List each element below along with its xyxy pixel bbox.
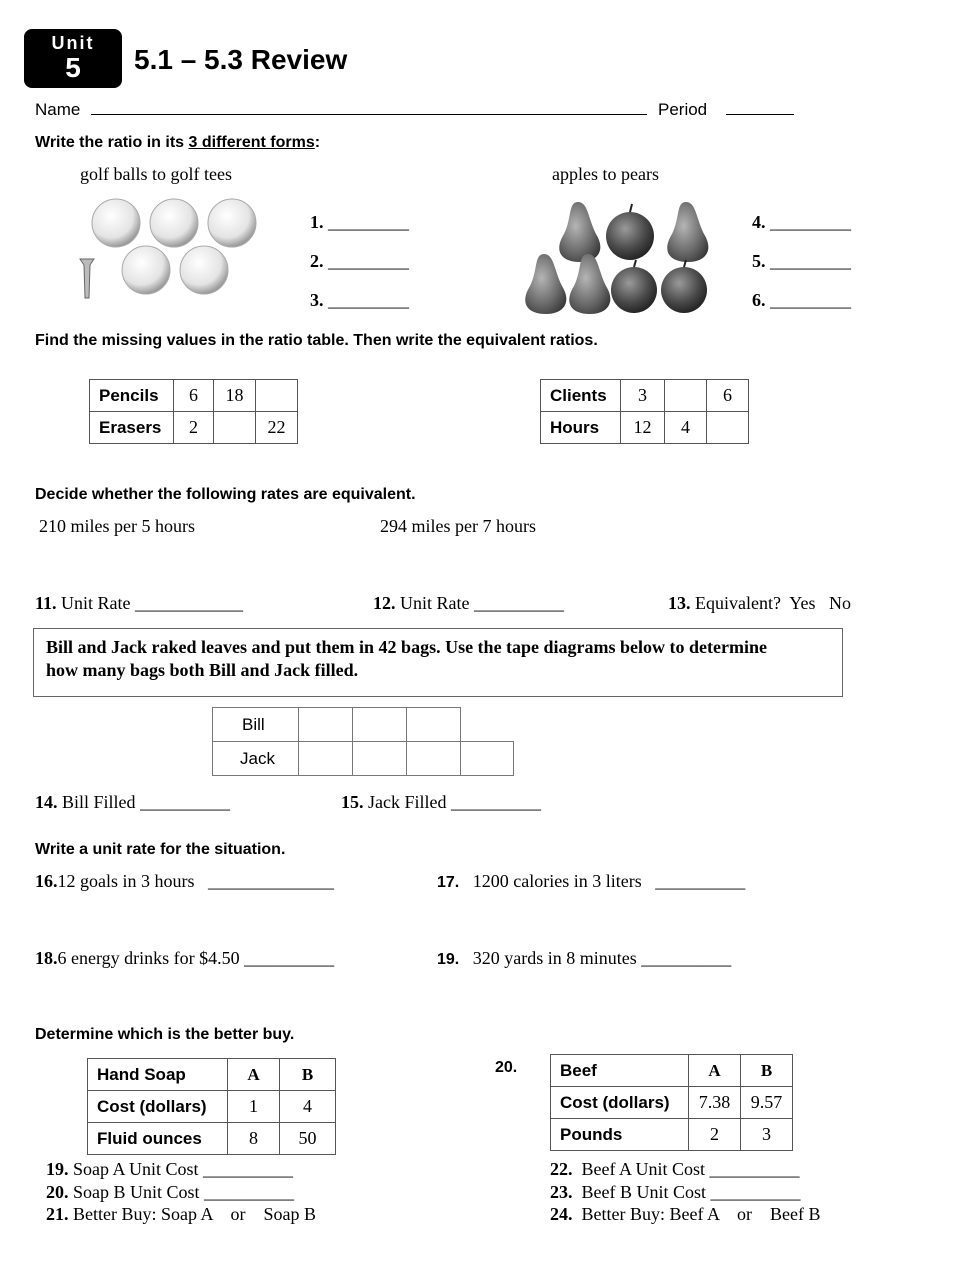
answer-blank: _________ <box>328 251 409 271</box>
question-18[interactable] <box>35 948 334 969</box>
answer-blank: _________ <box>770 290 851 310</box>
beef-question[interactable] <box>550 1181 820 1204</box>
jack-tape-unit <box>406 741 461 776</box>
question-number: 16. <box>35 871 58 891</box>
row-label: Pencils <box>90 380 174 412</box>
apples-pears-image <box>516 196 716 316</box>
apple <box>661 260 707 313</box>
table-cell: 3 <box>741 1119 793 1151</box>
unit-badge <box>24 29 122 88</box>
answer-blank: _________ <box>328 212 409 232</box>
question-16[interactable] <box>35 871 334 892</box>
soap-question[interactable] <box>46 1181 316 1204</box>
apple <box>611 260 657 313</box>
question-text: Soap B Unit Cost __________ <box>73 1181 295 1202</box>
question-15[interactable] <box>341 792 541 813</box>
question-number: 23. <box>550 1181 573 1202</box>
question-12[interactable] <box>373 593 564 614</box>
row-label: Cost (dollars) <box>88 1091 228 1123</box>
ratio-answers-right <box>752 203 851 320</box>
table-cell: 2 <box>689 1119 741 1151</box>
beef-table <box>550 1054 793 1151</box>
table-cell: 50 <box>280 1123 336 1155</box>
table-cell: 9.57 <box>741 1087 793 1119</box>
ratio-answers-left <box>310 203 409 320</box>
period-line <box>658 100 794 120</box>
answer-number: 1. <box>310 212 324 232</box>
table-row <box>551 1119 793 1151</box>
question-number: 24. <box>550 1204 573 1224</box>
golf-ball <box>208 199 256 247</box>
answer-number: 2. <box>310 251 324 271</box>
table-header-row <box>88 1059 336 1091</box>
page-title: 5.1 – 5.3 Review <box>134 44 348 75</box>
question-text: 12 goals in 3 hours ______________ <box>57 871 334 891</box>
question-17[interactable] <box>437 871 745 892</box>
better-buy-instruction: Determine which is the better buy. <box>35 1026 295 1043</box>
answer-blank: _________ <box>770 251 851 271</box>
question-text: Better Buy: Beef A or Beef B <box>581 1204 821 1224</box>
question-number: 12. <box>373 593 396 613</box>
answer-number: 5. <box>752 251 766 271</box>
pear <box>667 202 708 262</box>
question-number: 20. <box>46 1181 69 1202</box>
table-header: B <box>741 1055 793 1087</box>
question-text: Equivalent? Yes No <box>695 593 851 613</box>
ratio-answer-2[interactable] <box>310 242 409 281</box>
soap-questions <box>46 1158 316 1226</box>
instruction-underlined: 3 different forms <box>188 134 315 151</box>
rate-a: 210 miles per 5 hours <box>39 516 195 536</box>
ratio-table-instruction: Find the missing values in the ratio table. Then write the equivalent ratios. <box>35 332 598 349</box>
apples-caption: apples to pears <box>552 164 659 184</box>
table-header: A <box>228 1059 280 1091</box>
soap-question[interactable] <box>46 1158 316 1181</box>
table-header-row <box>551 1055 793 1087</box>
question-text: Unit Rate __________ <box>400 593 564 613</box>
question-number: 14. <box>35 792 58 812</box>
table-cell: 7.38 <box>689 1087 741 1119</box>
row-label: Clients <box>541 380 621 412</box>
beef-question-number: 20. <box>495 1059 518 1076</box>
table-cell-blank[interactable] <box>665 380 707 412</box>
golf-ball <box>180 246 228 294</box>
row-label: Cost (dollars) <box>551 1087 689 1119</box>
table-row <box>551 1087 793 1119</box>
golf-ball <box>92 199 140 247</box>
name-label: Name <box>35 100 81 119</box>
table-cell: 6 <box>707 380 749 412</box>
ratio-answer-4[interactable] <box>752 203 851 242</box>
question-text: Beef B Unit Cost __________ <box>581 1181 801 1202</box>
ratio-answer-3[interactable] <box>310 281 409 320</box>
table-cell: 4 <box>280 1091 336 1123</box>
beef-question[interactable] <box>550 1203 820 1226</box>
table-cell: 3 <box>621 380 665 412</box>
row-label: Pounds <box>551 1119 689 1151</box>
table-cell: 22 <box>256 412 298 444</box>
problem-line-2: how many bags both Bill and Jack filled. <box>46 660 359 680</box>
ratio-answer-6[interactable] <box>752 281 851 320</box>
rate-b: 294 miles per 7 hours <box>380 516 536 536</box>
table-cell: 12 <box>621 412 665 444</box>
name-line <box>35 100 647 120</box>
answer-blank: _________ <box>328 290 409 310</box>
row-label: Fluid ounces <box>88 1123 228 1155</box>
apple <box>606 204 654 260</box>
bill-tape-unit <box>298 707 353 742</box>
clients-hours-table <box>540 379 749 444</box>
unit-label: Unit <box>51 33 95 53</box>
golf-balls-image <box>76 195 266 305</box>
beef-question[interactable] <box>550 1158 820 1181</box>
pencils-erasers-table <box>89 379 298 444</box>
question-11[interactable] <box>35 593 243 614</box>
table-header: B <box>280 1059 336 1091</box>
table-header: Beef <box>551 1055 689 1087</box>
answer-number: 3. <box>310 290 324 310</box>
ratio-answer-1[interactable] <box>310 203 409 242</box>
question-text: Jack Filled __________ <box>368 792 541 812</box>
question-text: 1200 calories in 3 liters __________ <box>472 871 746 891</box>
question-number: 11. <box>35 593 57 613</box>
unit-number: 5 <box>65 52 81 83</box>
golf-tee <box>80 259 94 298</box>
table-cell: 6 <box>174 380 214 412</box>
pear <box>569 254 610 314</box>
answer-blank: _________ <box>770 212 851 232</box>
table-header: A <box>689 1055 741 1087</box>
table-cell: 4 <box>665 412 707 444</box>
table-cell-blank[interactable] <box>256 380 298 412</box>
table-row <box>88 1123 336 1155</box>
row-label: Hours <box>541 412 621 444</box>
question-13[interactable] <box>668 593 851 614</box>
jack-tape-unit <box>352 741 407 776</box>
table-header: Hand Soap <box>88 1059 228 1091</box>
question-14[interactable] <box>35 792 230 813</box>
ratio-answer-5[interactable] <box>752 242 851 281</box>
question-number: 19. <box>437 951 460 968</box>
pear <box>525 254 566 314</box>
question-text: Better Buy: Soap A or Soap B <box>73 1204 316 1224</box>
tape-diagram <box>212 707 514 776</box>
question-number: 13. <box>668 593 691 613</box>
pear <box>559 202 600 262</box>
hand-soap-table <box>87 1058 336 1155</box>
question-text: Unit Rate ____________ <box>61 593 244 613</box>
answer-number: 6. <box>752 290 766 310</box>
beef-questions <box>550 1158 820 1226</box>
soap-question[interactable] <box>46 1203 316 1226</box>
word-problem-box <box>33 628 843 697</box>
golf-ball <box>150 199 198 247</box>
bill-tape-unit <box>406 707 461 742</box>
period-label: Period <box>658 100 708 119</box>
golf-caption: golf balls to golf tees <box>80 164 232 184</box>
ratio-forms-instruction <box>35 134 320 152</box>
question-number: 18. <box>35 948 58 968</box>
problem-line-1: Bill and Jack raked leaves and put them in 42 bags. Use the tape diagrams below to determine <box>46 637 768 657</box>
table-row <box>88 1091 336 1123</box>
question-number: 21. <box>46 1204 69 1224</box>
table-cell-blank[interactable] <box>214 412 256 444</box>
table-cell: 1 <box>228 1091 280 1123</box>
jack-tape-unit <box>298 741 353 776</box>
table-row <box>541 380 749 412</box>
row-label: Erasers <box>90 412 174 444</box>
rates-instruction: Decide whether the following rates are equivalent. <box>35 486 416 503</box>
question-text: 320 yards in 8 minutes __________ <box>472 948 732 968</box>
question-19-rate[interactable] <box>437 948 731 969</box>
table-cell: 18 <box>214 380 256 412</box>
unit-rate-instruction: Write a unit rate for the situation. <box>35 841 286 858</box>
question-text: Bill Filled __________ <box>62 792 231 812</box>
table-cell-blank[interactable] <box>707 412 749 444</box>
question-number: 22. <box>550 1159 573 1179</box>
instruction-suffix: : <box>314 134 321 151</box>
table-cell: 2 <box>174 412 214 444</box>
bill-label: Bill <box>242 715 265 734</box>
name-field[interactable] <box>91 101 647 115</box>
table-row <box>90 412 298 444</box>
golf-ball <box>122 246 170 294</box>
period-field[interactable] <box>726 101 794 115</box>
answer-number: 4. <box>752 212 766 232</box>
question-number: 17. <box>437 874 460 891</box>
bill-tape-unit <box>352 707 407 742</box>
question-text: 6 energy drinks for $4.50 __________ <box>57 948 335 968</box>
question-text: Beef A Unit Cost __________ <box>581 1159 800 1179</box>
question-number: 15. <box>341 792 364 812</box>
jack-label: Jack <box>240 749 275 768</box>
table-row <box>541 412 749 444</box>
table-cell: 8 <box>228 1123 280 1155</box>
table-row <box>90 380 298 412</box>
question-text: Soap A Unit Cost __________ <box>73 1159 294 1179</box>
instruction-prefix: Write the ratio in its <box>35 134 189 151</box>
question-number: 19. <box>46 1159 69 1179</box>
jack-tape-unit <box>460 741 514 776</box>
